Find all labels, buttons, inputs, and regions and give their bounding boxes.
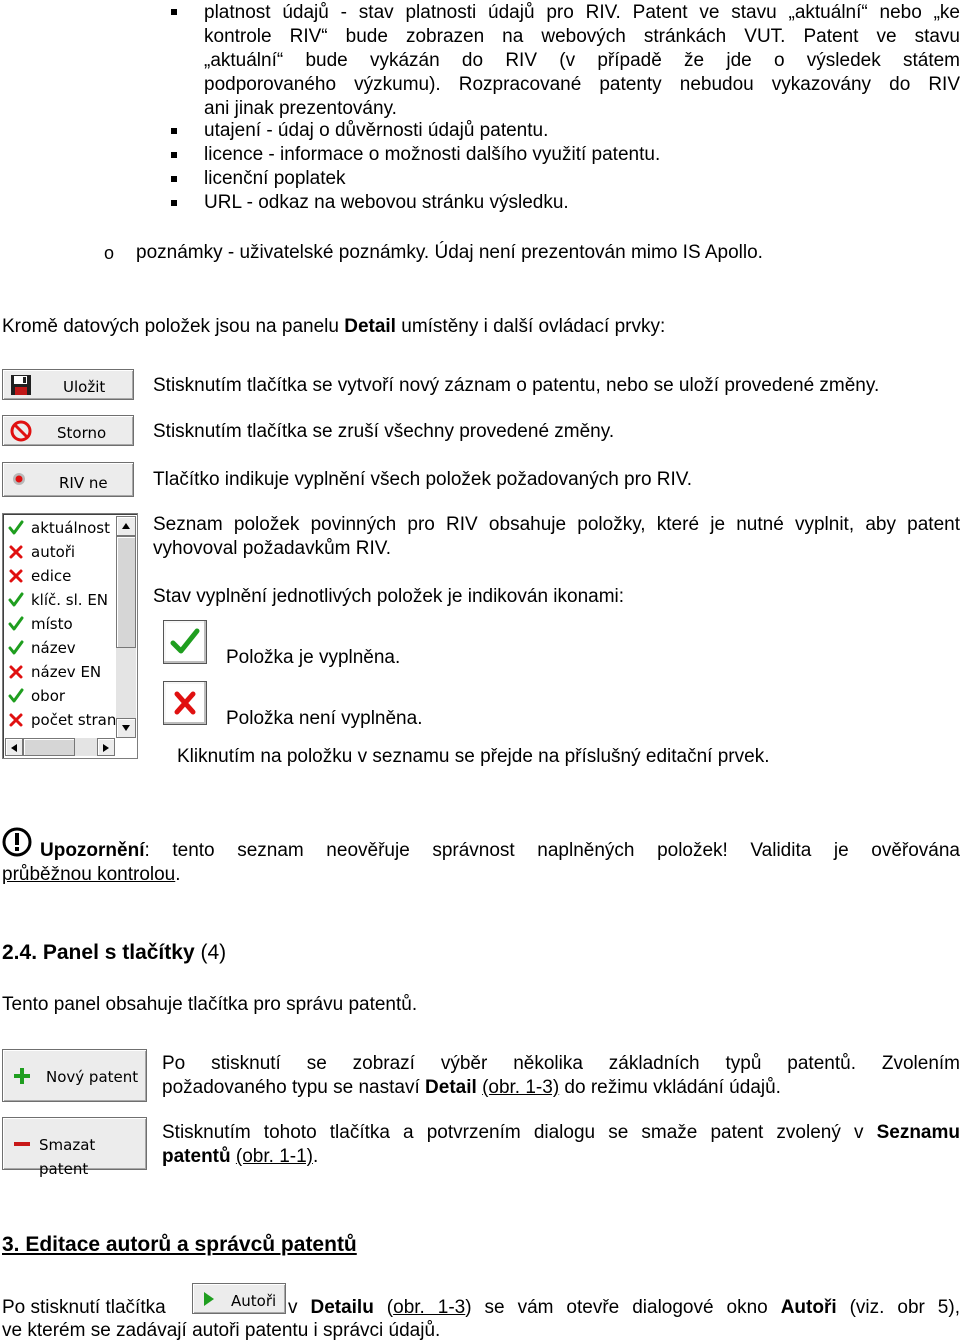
text-line: podporovaného výzkumu). Rozpracované patenty nebudou vykazovány do RIV (204, 73, 960, 97)
list-item-label: obor (31, 684, 65, 708)
scroll-left-button[interactable] (5, 738, 23, 756)
scroll-right-button[interactable] (97, 738, 115, 756)
cancel-button-desc: Stisknutím tlačítka se zruší všechny provedené změny. (153, 420, 614, 444)
warning-line1 (2, 839, 960, 863)
text-span: v (288, 1297, 310, 1318)
bullet-url-text: URL - odkaz na webovou stránku výsledku. (204, 191, 569, 215)
notes-text: poznámky - uživatelské poznámky. Údaj není prezentován mimo IS Apollo. (136, 241, 763, 265)
text-line: ani jinak prezentovány. (204, 97, 960, 121)
section-3-heading (2, 1233, 357, 1257)
vertical-scrollbar[interactable] (116, 516, 136, 738)
floppy-disk-icon (10, 374, 32, 396)
text-span: Stisknutím tohoto tlačítka a potvrzením dialogu se smaže patent zvolený v (162, 1122, 877, 1143)
bold-span: Detail (425, 1077, 477, 1098)
list-item[interactable] (7, 540, 115, 564)
text-line: „aktuální“ bude vykázán do RIV (v případě že jde o výsledek státem (204, 49, 960, 73)
check-icon (7, 687, 25, 705)
cancel-button-label: Storno (57, 421, 106, 445)
text-line: platnost údajů - stav platnosti údajů pro RIV. Patent ve stavu „aktuální“ nebo „ke (204, 1, 960, 25)
cross-icon (7, 567, 25, 585)
riv-list-desc (153, 513, 960, 561)
notes-bullet-marker: o (104, 241, 114, 265)
text-span: umístěny i další ovládací prvky: (396, 316, 665, 337)
delete-patent-desc (162, 1121, 960, 1169)
minus-icon (12, 1134, 32, 1154)
riv-status-button[interactable] (2, 462, 134, 497)
text-line (162, 1145, 960, 1169)
check-icon (164, 621, 206, 663)
red-dot-icon (11, 471, 27, 487)
scroll-thumb-horizontal[interactable] (23, 738, 75, 756)
warning-line2 (2, 863, 960, 887)
text-span: . (175, 864, 180, 885)
text-span: ) se vám otevře dialogové okno (465, 1297, 780, 1318)
list-item[interactable] (7, 588, 115, 612)
play-arrow-icon (202, 1291, 216, 1307)
warning-paragraph (2, 839, 960, 887)
save-button[interactable] (2, 369, 134, 400)
cross-icon (164, 682, 206, 724)
list-item[interactable] (7, 612, 115, 636)
horizontal-scrollbar[interactable] (5, 738, 115, 756)
cross-icon (7, 663, 25, 681)
list-item-label: místo (31, 612, 73, 636)
figure-link[interactable]: (obr. 1-1) (236, 1146, 313, 1167)
text-line (162, 1121, 960, 1145)
bullet-marker (171, 152, 177, 158)
list-item-label: edice (31, 564, 71, 588)
section-3-line1-start: Po stisknutí tlačítka (2, 1296, 166, 1320)
authors-button[interactable] (192, 1283, 286, 1314)
scroll-thumb[interactable] (116, 536, 136, 648)
figure-link[interactable]: (obr. 1-3) (482, 1077, 559, 1098)
heading-number: 2.4. (2, 941, 37, 964)
bold-span: Detailu (310, 1297, 373, 1318)
cross-icon (7, 711, 25, 729)
list-item-label: název EN (31, 660, 101, 684)
figure-link[interactable]: obr. 1-3 (393, 1297, 465, 1318)
save-button-label: Uložit (63, 375, 105, 399)
text-line: kontrole RIV“ bude zobrazen na webových stránkách VUT. Patent ve stavu (204, 25, 960, 49)
list-item-label: aktuálnost (31, 516, 110, 540)
controls-intro (2, 315, 665, 339)
new-patent-desc (162, 1052, 960, 1100)
authors-button-label: Autoři (231, 1289, 276, 1313)
text-span: : tento seznam neověřuje správnost naplněných položek! Validita je ověřována (145, 840, 960, 861)
riv-button-desc: Tlačítko indikuje vyplnění všech položek požadovaných pro RIV. (153, 468, 692, 492)
text-line (162, 1076, 960, 1100)
text-span: požadovaného typu se nastaví (162, 1077, 425, 1098)
heading-suffix: (4) (195, 941, 227, 964)
section-3-line1-rest (288, 1296, 960, 1320)
riv-required-list[interactable] (2, 513, 138, 759)
list-item-label: počet stran (31, 708, 116, 732)
section-3-title: 3. Editace autorů a správců patentů (2, 1233, 357, 1256)
filled-legend-box (163, 620, 207, 664)
cross-icon (7, 543, 25, 561)
list-item[interactable] (7, 660, 115, 684)
validation-link[interactable]: průběžnou kontrolou (2, 864, 175, 885)
section-24-heading (2, 941, 226, 965)
list-item[interactable] (7, 516, 115, 540)
list-item[interactable] (7, 636, 115, 660)
check-icon (7, 639, 25, 657)
check-icon (7, 591, 25, 609)
heading-title: Panel s tlačítky (43, 941, 195, 964)
bullet-marker (171, 176, 177, 182)
empty-legend-text: Položka není vyplněna. (226, 707, 422, 731)
cancel-button[interactable] (2, 415, 134, 446)
scroll-down-button[interactable] (116, 718, 136, 738)
text-line: Po stisknutí se zobrazí výběr několika základních typů patentů. Zvolením (162, 1052, 960, 1076)
text-span: . (313, 1146, 318, 1167)
list-item-label: klíč. sl. EN (31, 588, 108, 612)
bold-span: Detail (344, 316, 396, 337)
text-line: vyhovoval požadavkům RIV. (153, 537, 960, 561)
check-icon (7, 615, 25, 633)
section-3-line2: ve kterém se zadávají autoři patentu i správci údajů. (2, 1319, 440, 1343)
bullet-marker (171, 9, 177, 15)
arrow-right-icon (98, 740, 114, 756)
list-item[interactable] (7, 564, 115, 588)
list-item-label: název (31, 636, 76, 660)
list-item[interactable] (7, 684, 115, 708)
scroll-up-button[interactable] (116, 516, 136, 536)
plus-icon (12, 1066, 32, 1086)
text-span: Kromě datových položek jsou na panelu (2, 316, 344, 337)
new-patent-label: Nový patent (46, 1065, 138, 1089)
filled-legend-text: Položka je vyplněna. (226, 646, 400, 670)
bullet-secrecy-text: utajení - údaj o důvěrnosti údajů patentu. (204, 119, 548, 143)
riv-state-intro: Stav vyplnění jednotlivých položek je indikován ikonami: (153, 585, 624, 609)
bullet-validity-text (204, 1, 960, 121)
bullet-fee-text: licenční poplatek (204, 167, 346, 191)
bullet-marker (171, 128, 177, 134)
arrow-down-icon (117, 719, 135, 737)
text-line: Seznam položek povinných pro RIV obsahuje položky, které je nutné vyplnit, aby patent (153, 513, 960, 537)
empty-legend-box (163, 681, 207, 725)
arrow-left-icon (6, 740, 22, 756)
bullet-license-text: licence - informace o možnosti dalšího využití patentu. (204, 143, 660, 167)
list-item[interactable] (7, 708, 115, 732)
text-span: ( (374, 1297, 393, 1318)
text-span: (viz. obr 5), (837, 1297, 960, 1318)
delete-patent-button[interactable] (2, 1117, 147, 1170)
bold-span: patentů (162, 1146, 231, 1167)
check-icon (7, 519, 25, 537)
bullet-marker (171, 200, 177, 206)
new-patent-button[interactable] (2, 1049, 147, 1102)
section-24-intro: Tento panel obsahuje tlačítka pro správu patentů. (2, 993, 417, 1017)
list-item-label: autoři (31, 540, 75, 564)
text-span: do režimu vkládání údajů. (559, 1077, 781, 1098)
save-button-desc: Stisknutím tlačítka se vytvoří nový záznam o patentu, nebo se uloží provedené změny. (153, 374, 879, 398)
bold-span: Seznamu (877, 1122, 960, 1143)
click-hint-text: Kliknutím na položku v seznamu se přejde na příslušný editační prvek. (177, 745, 769, 769)
stop-sign-icon (10, 420, 32, 442)
arrow-up-icon (117, 517, 135, 535)
delete-patent-label: Smazat patent (39, 1133, 146, 1181)
warning-label: Upozornění (40, 840, 145, 861)
bold-span: Autoři (781, 1297, 837, 1318)
riv-button-label: RIV ne (59, 471, 108, 495)
